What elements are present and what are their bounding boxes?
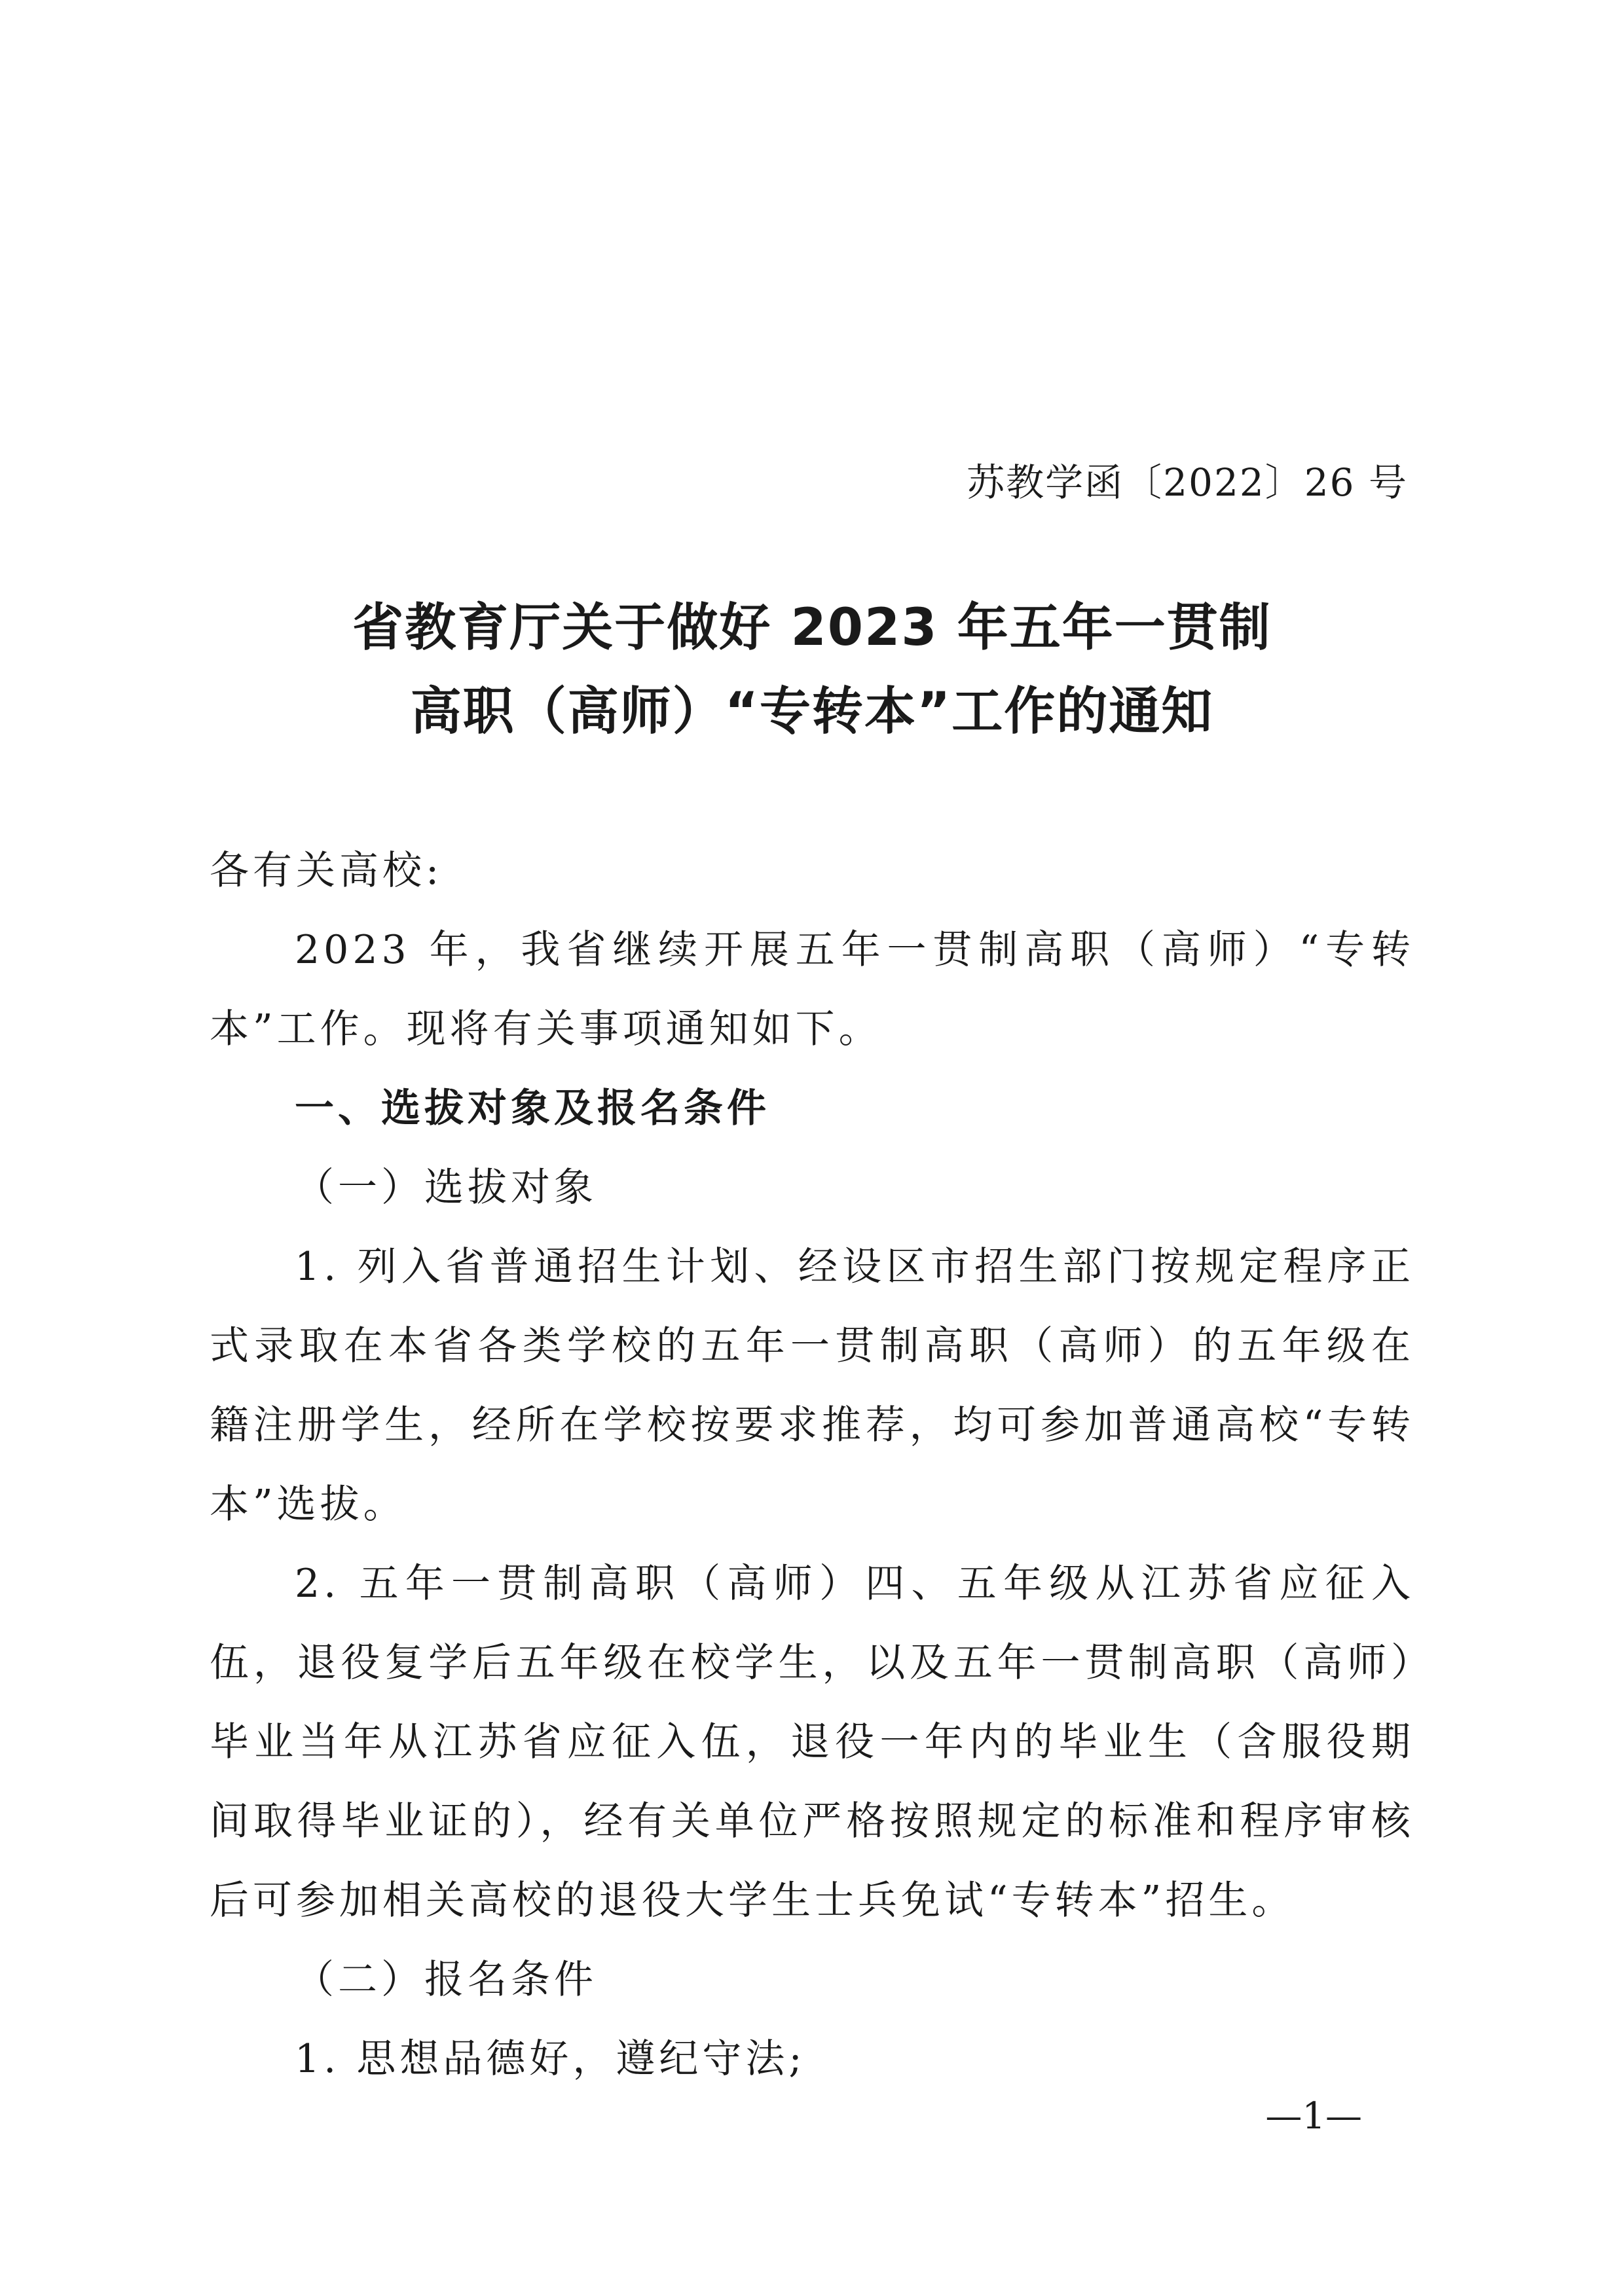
salutation: 各有关高校: xyxy=(210,848,443,894)
item-1-paragraph: 1. 列入省普通招生计划、经设区市招生部门按规定程序正式录取在本省各类学校的五年一贯制高职（高师）的五年级在籍注册学生，经所在学校按要求推荐，均可参加普通高校“专转本”选拔。 xyxy=(210,1244,1414,1527)
title-line-1: 省教育厅关于做好 2023 年五年一贯制 xyxy=(352,598,1272,657)
condition-1-paragraph: 1. 思想品德好，遵纪守法; xyxy=(295,2036,806,2082)
section-heading-1: 一、选拔对象及报名条件 xyxy=(295,1085,770,1131)
document-title xyxy=(0,586,1624,754)
subsection-heading-2: （二）报名条件 xyxy=(295,1957,597,2003)
document-number: 苏教学函〔2022〕26 号 xyxy=(967,460,1408,505)
intro-paragraph: 2023 年，我省继续开展五年一贯制高职（高师）“专转本”工作。现将有关事项通知如下。 xyxy=(210,927,1414,1052)
document-body xyxy=(210,831,1414,2099)
item-2-paragraph: 2. 五年一贯制高职（高师）四、五年级从江苏省应征入伍，退役复学后五年级在校学生，以及五年一贯制高职（高师）毕业当年从江苏省应征入伍，退役一年内的毕业生（含服役期间取得毕业证的），经有关单位严格按照规定的标准和程序审核后可参加相关高校的退役大学生士兵免试“专转本”招生。 xyxy=(210,1561,1414,1923)
title-line-2: 高职（高师）“专转本”工作的通知 xyxy=(410,682,1214,741)
subsection-heading-1: （一）选拔对象 xyxy=(295,1165,597,1211)
page-number: —1— xyxy=(1265,2095,1362,2138)
